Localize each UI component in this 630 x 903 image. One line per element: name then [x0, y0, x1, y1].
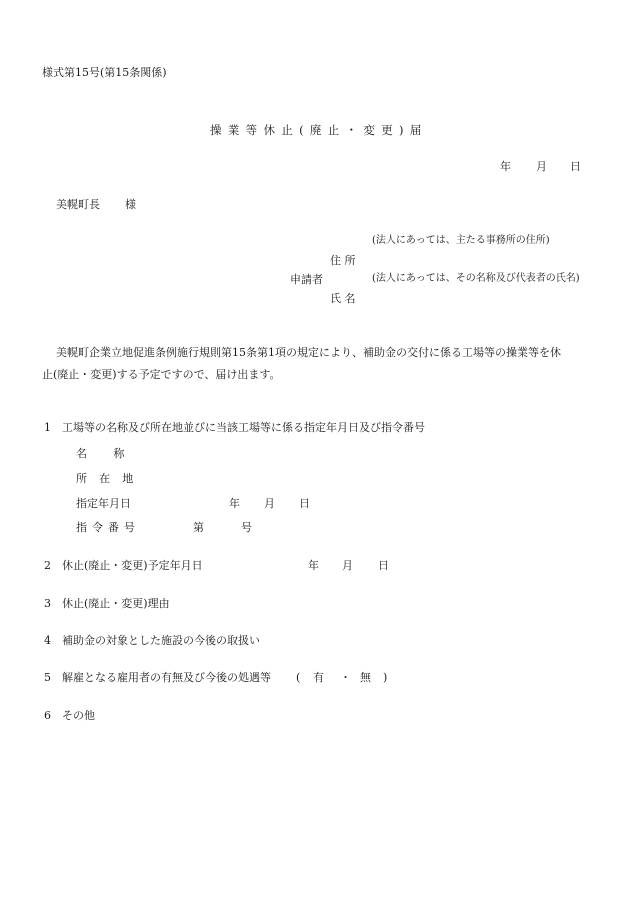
planned-year-unit: 年 — [308, 559, 319, 572]
name-label: 氏 名 — [330, 292, 356, 305]
addressee-suffix: 様 — [125, 198, 136, 211]
item-text: 工場等の名称及び所在地並びに当該工場等に係る指定年月日及び指令番号 — [62, 421, 425, 434]
item-number: 1 — [44, 421, 51, 434]
name-note: (法人にあっては、その名称及び代表者の氏名) — [372, 273, 580, 284]
document-title: 操業等休止(廃止・変更)届 — [210, 123, 428, 137]
item-text: 休止(廃止・変更)理由 — [62, 597, 170, 610]
item-number: 3 — [44, 597, 51, 610]
item-text: 休止(廃止・変更)予定年月日 — [62, 559, 203, 572]
item-text: 解雇となる雇用者の有無及び今後の処遇等 — [62, 671, 271, 684]
option-no: 無 — [360, 671, 371, 684]
designation-year-unit: 年 — [229, 497, 240, 510]
facility-name-label: 名称 — [76, 447, 151, 460]
options-close-paren: ) — [383, 671, 388, 684]
order-number-label: 指令番号 — [76, 521, 140, 534]
address-label: 住 所 — [330, 254, 356, 267]
order-go-unit: 号 — [241, 521, 252, 534]
applicant-label: 申請者 — [290, 273, 323, 286]
address-note: (法人にあっては、主たる事務所の住所) — [372, 235, 550, 246]
item-number: 6 — [44, 709, 51, 722]
item-number: 4 — [44, 634, 51, 647]
item-number: 5 — [44, 671, 51, 684]
body-paragraph — [42, 342, 588, 386]
option-yes: 有 — [313, 671, 324, 684]
body-line-2: 止(廃止・変更)する予定ですので、届け出ます。 — [42, 368, 281, 381]
body-line-1: 美幌町企業立地促進条例施行規則第15条第1項の規定により、補助金の交付に係る工場等の操業等を休 — [56, 346, 561, 359]
order-dai-unit: 第 — [193, 521, 204, 534]
date-day-label: 日 — [570, 160, 581, 173]
designation-date-label: 指定年月日 — [76, 497, 131, 510]
item-text: 補助金の対象とした施設の今後の取扱い — [62, 634, 260, 647]
facility-location-label: 所在地 — [76, 472, 146, 485]
form-number: 様式第15号(第15条関係) — [42, 66, 167, 79]
designation-day-unit: 日 — [299, 497, 310, 510]
date-year-label: 年 — [500, 160, 511, 173]
planned-month-unit: 月 — [342, 559, 353, 572]
options-separator: ・ — [340, 671, 351, 684]
item-text: その他 — [62, 709, 95, 722]
item-number: 2 — [44, 559, 51, 572]
options-open-paren: ( — [296, 671, 301, 684]
designation-month-unit: 月 — [264, 497, 275, 510]
planned-day-unit: 日 — [378, 559, 389, 572]
date-month-label: 月 — [536, 160, 547, 173]
addressee-name: 美幌町長 — [56, 198, 100, 211]
